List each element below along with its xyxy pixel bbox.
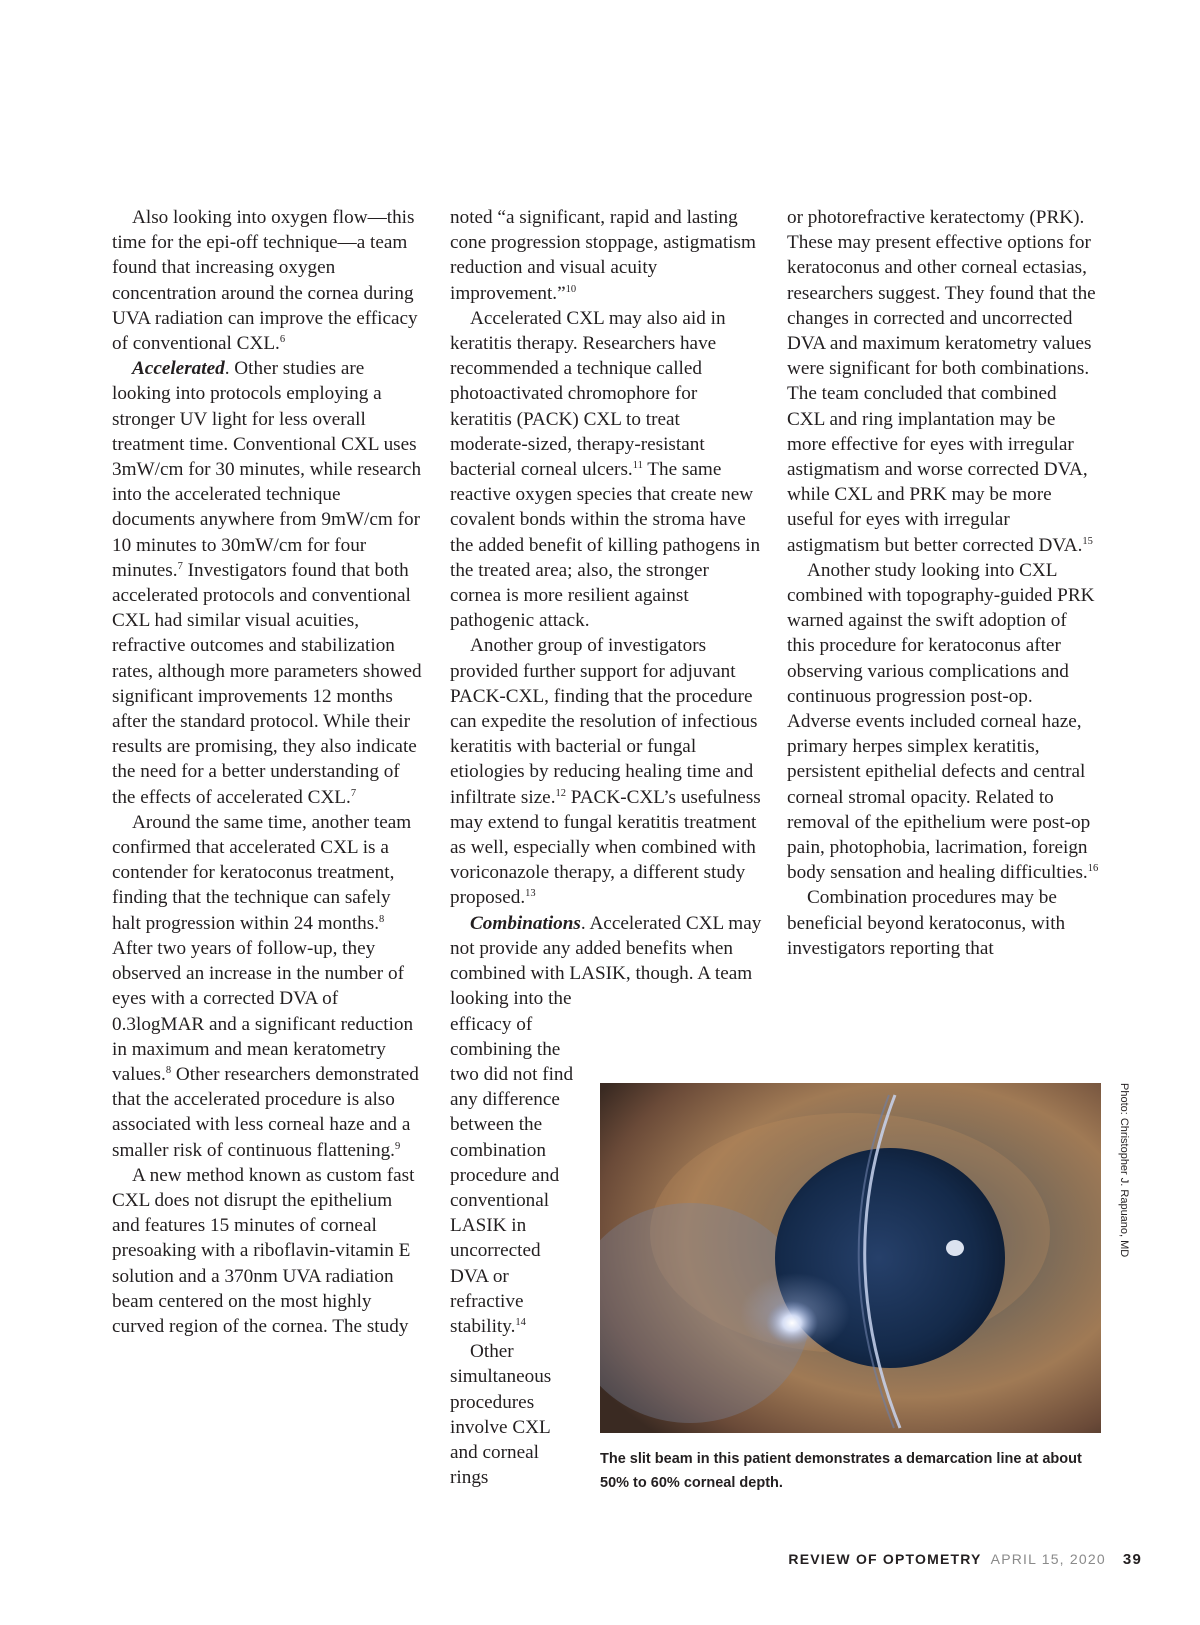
paragraph: [112, 810, 424, 1163]
photo-credit: [1116, 1083, 1134, 1258]
paragraph-text: After two years of follow-up, they observed an increase in the number of eyes with a corrected DVA of 0.3logMAR and a significant reduction in maximum and mean keratometry values.: [112, 937, 414, 1085]
issue-date: APRIL 15, 2020: [990, 1551, 1106, 1567]
page-footer: [788, 1551, 1142, 1568]
paragraph: [787, 205, 1099, 558]
reference-number: 15: [1082, 535, 1093, 547]
reference-number: 9: [394, 1140, 401, 1152]
paragraph-text: Accelerated CXL may also aid in keratitis therapy. Researchers have recommended a technique called photoactivated chromophore for keratitis (PACK) CXL to treat moderate-sized, therapy-resistant bacterial corneal ulcers.: [450, 307, 726, 481]
narrow-text-block: [450, 1012, 576, 1491]
paragraph-text: Investigators found that both accelerated protocols and conventional CXL had similar visual acuities, refractive outcomes and stabilization rates, although more parameters showed significant improvements 12 months after the standard protocol. While their results are promising, they also indicate the need for a better understanding of the effects of accelerated CXL.: [112, 559, 422, 808]
paragraph-text: Another group of investigators provided further support for adjuvant PACK-CXL, finding that the procedure can expedite the resolution of infectious keratitis with bacterial or fungal etiologies by reducing healing time and infiltrate size.: [450, 635, 758, 808]
paragraph: [787, 885, 1099, 961]
reference-number: 11: [632, 460, 643, 472]
article-column-1: [112, 205, 424, 1339]
paragraph-text: Another study looking into CXL combined with topography-guided PRK warned against the swift adoption of this procedure for keratoconus after observing various complications and continuous progression post-op. Adverse events included corneal haze, primary herpes simplex keratitis, persistent epithelial defects and central corneal stromal opacity. Related to removal of the epithelium were post-op pain, photophobia, lacrimation, foreign body sensation and healing difficulties.: [787, 559, 1095, 884]
paragraph-text: noted “a significant, rapid and lasting cone progression stoppage, astigmatism reduction and visual acuity improvement.”: [450, 207, 756, 304]
eye-slit-beam-photo: [600, 1083, 1101, 1433]
eye-illustration: [600, 1083, 1101, 1433]
photo-credit-text: Photo: Christopher J. Rapuano, MD: [1118, 1083, 1130, 1258]
paragraph: [112, 1163, 424, 1339]
reference-number: 7: [350, 787, 357, 799]
reference-number: 7: [177, 560, 183, 572]
reference-number: 8: [379, 913, 385, 925]
paragraph-text: Also looking into oxygen flow—this time for the epi-off technique—a team found that increasing oxygen concentration around the cornea during UVA radiation can improve the efficacy of conventional CXL.: [112, 207, 418, 355]
section-subhead: Accelerated: [132, 358, 225, 380]
page-number: 39: [1122, 1551, 1142, 1568]
reference-number: 8: [165, 1064, 172, 1076]
paragraph: [787, 558, 1099, 886]
reference-number: 12: [555, 787, 566, 799]
paragraph: [112, 356, 424, 810]
publication-name: REVIEW OF OPTOMETRY: [788, 1551, 982, 1567]
reference-number: 6: [279, 334, 286, 346]
paragraph-text: . Other studies are looking into protocols employing a stronger UV light for less overall treatment time. Conventional CXL uses 3mW/cm for 30 minutes, while research into the accelerated technique documents anywhere from 9mW/cm for 10 minutes to 30mW/cm for four minutes.: [112, 358, 422, 581]
figure-caption: The slit beam in this patient demonstrates a demarcation line at about 50% to 60% corneal depth.: [600, 1451, 1082, 1491]
paragraph: [112, 205, 424, 356]
paragraph: [450, 633, 762, 910]
article-column-3: [787, 205, 1099, 961]
paragraph-text: or photorefractive keratectomy (PRK). These may present effective options for keratoconus and other corneal ectasias, researchers suggest. They found that the changes in corrected and uncorrected DVA and maximum keratometry values were significant for both combinations. The team concluded that combined CXL and ring implantation may be more effective for eyes with irregular astigmatism and worse corrected DVA, while CXL and PRK may be more useful for eyes with irregular astigmatism but better corrected DVA.: [787, 207, 1096, 556]
reference-number: 14: [515, 1316, 526, 1328]
paragraph: [450, 306, 762, 634]
reference-number: 13: [525, 888, 536, 900]
paragraph-text: Combination procedures may be beneficial beyond keratoconus, with investigators reporting that: [787, 887, 1066, 959]
paragraph-text: . Accelerated CXL may not provide any added benefits when combined with LASIK, though. A team looking into the: [450, 912, 762, 1010]
paragraph: [450, 911, 762, 1012]
reference-number: 10: [565, 283, 577, 295]
section-subhead: Combinations: [470, 912, 581, 934]
paragraph: [450, 1012, 576, 1340]
paragraph-text: The same reactive oxygen species that create new covalent bonds within the stroma have the added benefit of killing pathogens in the treated area; also, the stronger cornea is more resilient against pathogenic attack.: [450, 459, 761, 632]
paragraph-text: Around the same time, another team confirmed that accelerated CXL is a contender for keratoconus treatment, finding that the technique can safely halt progression within 24 months.: [112, 811, 412, 934]
reference-number: 16: [1087, 863, 1099, 875]
paragraph-text: Other researchers demonstrated that the accelerated procedure is also associated with less corneal haze and a smaller risk of continuous flattening.: [112, 1063, 419, 1161]
paragraph: [450, 205, 762, 306]
paragraph-text: A new method known as custom fast CXL does not disrupt the epithelium and features 15 minutes of corneal presoaking with a riboflavin-vitamin E solution and a 370nm UVA radiation beam centered on the most highly curved region of the cornea. The study: [112, 1164, 415, 1337]
paragraph-text: Other simultaneous procedures involve CXL and corneal rings: [450, 1341, 552, 1489]
paragraph-text: efficacy of combining the two did not find any difference between the combination procedure and conventional LASIK in uncorrected DVA or refractive stability.: [450, 1013, 574, 1337]
paragraph: [450, 1339, 576, 1490]
paragraph-text: PACK-CXL’s usefulness may extend to fungal keratitis treatment as well, especially when combined with voriconazole therapy, a different study proposed.: [450, 786, 761, 909]
